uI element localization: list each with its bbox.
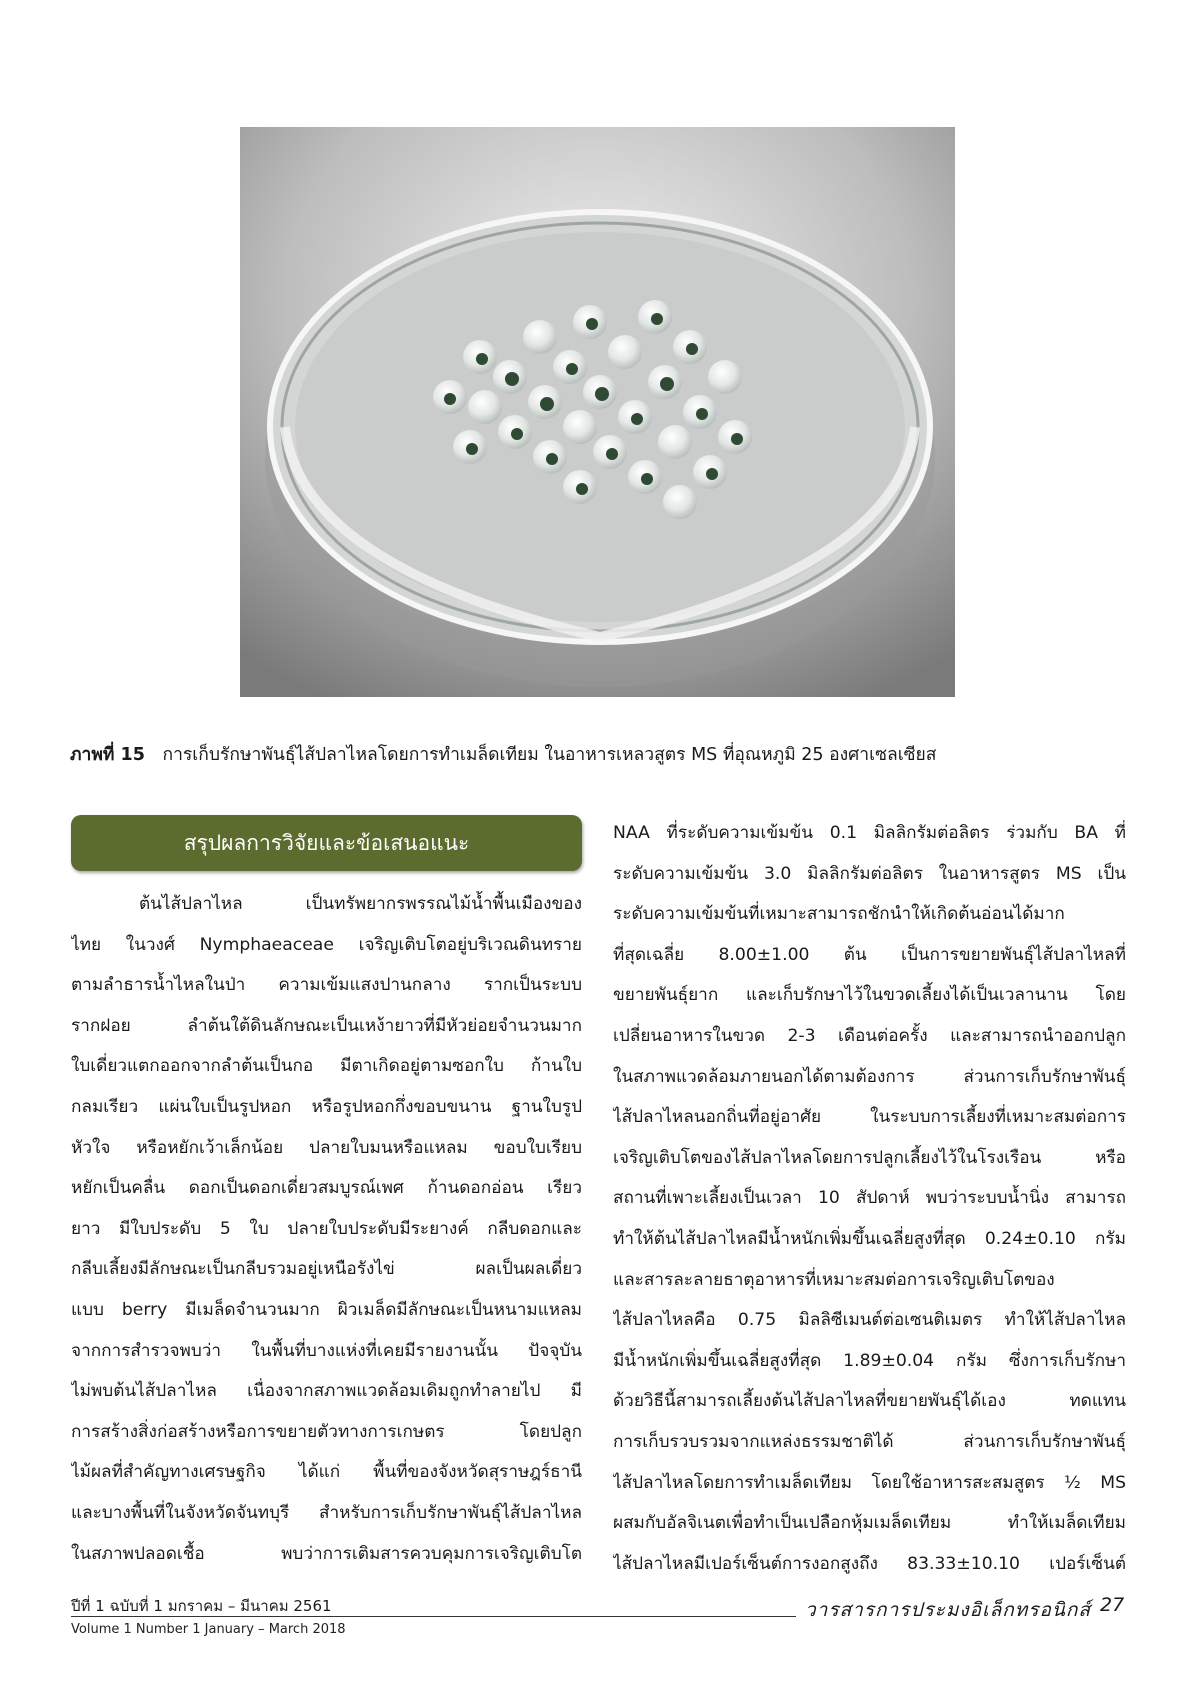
paragraph-line: ไม้ผลที่สำคัญทางเศรษฐกิจ ได้แก่ พื้นที่ของจังหวัดสุราษฎร์ธานี xyxy=(71,1462,582,1483)
paragraph-line: มีน้ำหนักเพิ่มขึ้นเฉลี่ยสูงที่สุด 1.89±0.04 กรัม ซึ่งการเก็บรักษา xyxy=(613,1350,1126,1371)
paragraph-line: หัวใจ หรือหยักเว้าเล็กน้อย ปลายใบมนหรือแหลม ขอบใบเรียบ xyxy=(71,1137,582,1158)
paragraph-line: ในสภาพปลอดเชื้อ พบว่าการเติมสารควบคุมการเจริญเติบโต xyxy=(71,1543,582,1564)
paragraph-line: ไส้ปลาไหลคือ 0.75 มิลลิซีเมนต์ต่อเซนติเมตร ทำให้ไส้ปลาไหล xyxy=(613,1310,1126,1331)
figure-caption-text: การเก็บรักษาพันธุ์ไส้ปลาไหลโดยการทำเมล็ดเทียม ในอาหารเหลวสูตร MS ที่อุณหภูมิ 25 องศาเซลเซียส xyxy=(162,745,937,765)
figure-caption xyxy=(70,742,1130,768)
section-heading-text: สรุปผลการวิจัยและข้อเสนอแนะ xyxy=(183,830,470,855)
footer-divider xyxy=(71,1616,796,1617)
paragraph-line: รากฝอย ลำต้นใต้ดินลักษณะเป็นเหง้ายาวที่มีหัวย่อยจำนวนมาก xyxy=(71,1015,582,1036)
paragraph-line: สถานที่เพาะเลี้ยงเป็นเวลา 10 สัปดาห์ พบว่าระบบน้ำนิ่ง สามารถ xyxy=(613,1188,1126,1209)
paragraph-line: ไส้ปลาไหลนอกถิ่นที่อยู่อาศัย ในระบบการเลี้ยงที่เหมาะสมต่อการ xyxy=(613,1107,1126,1128)
paragraph-line: แบบ berry มีเมล็ดจำนวนมาก ผิวเมล็ดมีลักษณะเป็นหนามแหลม xyxy=(71,1299,582,1320)
paragraph-line: ไส้ปลาไหลโดยการทำเมล็ดเทียม โดยใช้อาหารสะสมสูตร ½ MS xyxy=(613,1472,1126,1493)
figure-photo xyxy=(240,127,955,697)
paragraph-line: หยักเป็นคลื่น ดอกเป็นดอกเดี่ยวสมบูรณ์เพศ ก้านดอกอ่อน เรียว xyxy=(71,1178,582,1199)
paragraph-line: ขยายพันธุ์ยาก และเก็บรักษาไว้ในขวดเลี้ยงได้เป็นเวลานาน โดย xyxy=(613,985,1126,1006)
paragraph-line: ยาว มีใบประดับ 5 ใบ ปลายใบประดับมีระยางค์ กลีบดอกและ xyxy=(71,1218,582,1239)
paragraph-line: ผสมกับอัลจิเนตเพื่อทำเป็นเปลือกหุ้มเมล็ดเทียม ทำให้เมล็ดเทียม xyxy=(613,1513,1126,1534)
paragraph-line: และบางพื้นที่ในจังหวัดจันทบุรี สำหรับการเก็บรักษาพันธุ์ไส้ปลาไหล xyxy=(71,1502,582,1523)
paragraph-line: ในสภาพแวดล้อมภายนอกได้ตามต้องการ ส่วนการเก็บรักษาพันธุ์ xyxy=(613,1066,1126,1087)
paragraph-line: ทำให้ต้นไส้ปลาไหลมีน้ำหนักเพิ่มขึ้นเฉลี่ยสูงที่สุด 0.24±0.10 กรัม xyxy=(613,1228,1126,1249)
paragraph-line: ระดับความเข้มข้น 3.0 มิลลิกรัมต่อลิตร ในอาหารสูตร MS เป็น xyxy=(613,863,1126,884)
paragraph-line: ไม่พบต้นไส้ปลาไหล เนื่องจากสภาพแวดล้อมเดิมถูกทำลายไป มี xyxy=(71,1381,582,1402)
paragraph-line: เปลี่ยนอาหารในขวด 2-3 เดือนต่อครั้ง และสามารถนำออกปลูก xyxy=(613,1025,1126,1046)
footer-issue-thai: ปีที่ 1 ฉบับที่ 1 มกราคม – มีนาคม 2561 xyxy=(71,1597,332,1615)
paragraph-line: จากการสำรวจพบว่า ในพื้นที่บางแห่งที่เคยมีรายงานนั้น ปัจจุบัน xyxy=(71,1340,582,1361)
paragraph-line: การเก็บรวบรวมจากแหล่งธรรมชาติได้ ส่วนการเก็บรักษาพันธุ์ xyxy=(613,1431,1126,1452)
right-column xyxy=(613,813,1126,1584)
paragraph-line: ใบเดี่ยวแตกออกจากลำต้นเป็นกอ มีตาเกิดอยู่ตามซอกใบ ก้านใบ xyxy=(71,1056,582,1077)
page-number: 27 xyxy=(1100,1594,1125,1616)
paragraph-line: ตามลำธารน้ำไหลในป่า ความเข้มแสงปานกลาง รากเป็นระบบ xyxy=(71,975,582,996)
left-column xyxy=(71,884,582,1574)
paragraph-line: ด้วยวิธีนี้สามารถเลี้ยงต้นไส้ปลาไหลที่ขยายพันธุ์ได้เอง ทดแทน xyxy=(613,1391,1126,1412)
figure-label: ภาพที่ 15 xyxy=(70,745,145,765)
paragraph-line: และสารละลายธาตุอาหารที่เหมาะสมต่อการเจริญเติบโตของ xyxy=(613,1269,1055,1290)
paragraph-line: NAA ที่ระดับความเข้มข้น 0.1 มิลลิกรัมต่อลิตร ร่วมกับ BA ที่ xyxy=(613,823,1126,843)
paragraph-line: กลมเรียว แผ่นใบเป็นรูปหอก หรือรูปหอกกึ่งขอบขนาน ฐานใบรูป xyxy=(71,1096,582,1117)
paragraph-line: เจริญเติบโตของไส้ปลาไหลโดยการปลูกเลี้ยงไว้ในโรงเรือน หรือ xyxy=(613,1147,1126,1168)
footer-journal-name: วารสารการประมงอิเล็กทรอนิกส์ xyxy=(805,1599,1091,1621)
paragraph-line: กลีบเลี้ยงมีลักษณะเป็นกลีบรวมอยู่เหนือรังไข่ ผลเป็นผลเดี่ยว xyxy=(71,1259,582,1280)
footer-issue-english: Volume 1 Number 1 January – March 2018 xyxy=(71,1622,346,1637)
paragraph-line: ไทย ในวงศ์ Nymphaeaceae เจริญเติบโตอยู่บริเวณดินทราย xyxy=(71,934,582,955)
paragraph-line: ไส้ปลาไหลมีเปอร์เซ็นต์การงอกสูงถึง 83.33±10.10 เปอร์เซ็นต์ xyxy=(613,1553,1126,1574)
section-heading xyxy=(71,815,582,871)
petri-dish-illustration xyxy=(240,127,955,697)
paragraph-line: ที่สุดเฉลี่ย 8.00±1.00 ต้น เป็นการขยายพันธุ์ไส้ปลาไหลที่ xyxy=(613,944,1126,965)
paragraph-line: ต้นไส้ปลาไหล เป็นทรัพยากรพรรณไม้น้ำพื้นเมืองของ xyxy=(139,894,582,914)
paragraph-line: ระดับความเข้มข้นที่เหมาะสามารถชักนำให้เกิดต้นอ่อนได้มาก xyxy=(613,904,1065,925)
paragraph-line: การสร้างสิ่งก่อสร้างหรือการขยายตัวทางการเกษตร โดยปลูก xyxy=(71,1421,582,1442)
